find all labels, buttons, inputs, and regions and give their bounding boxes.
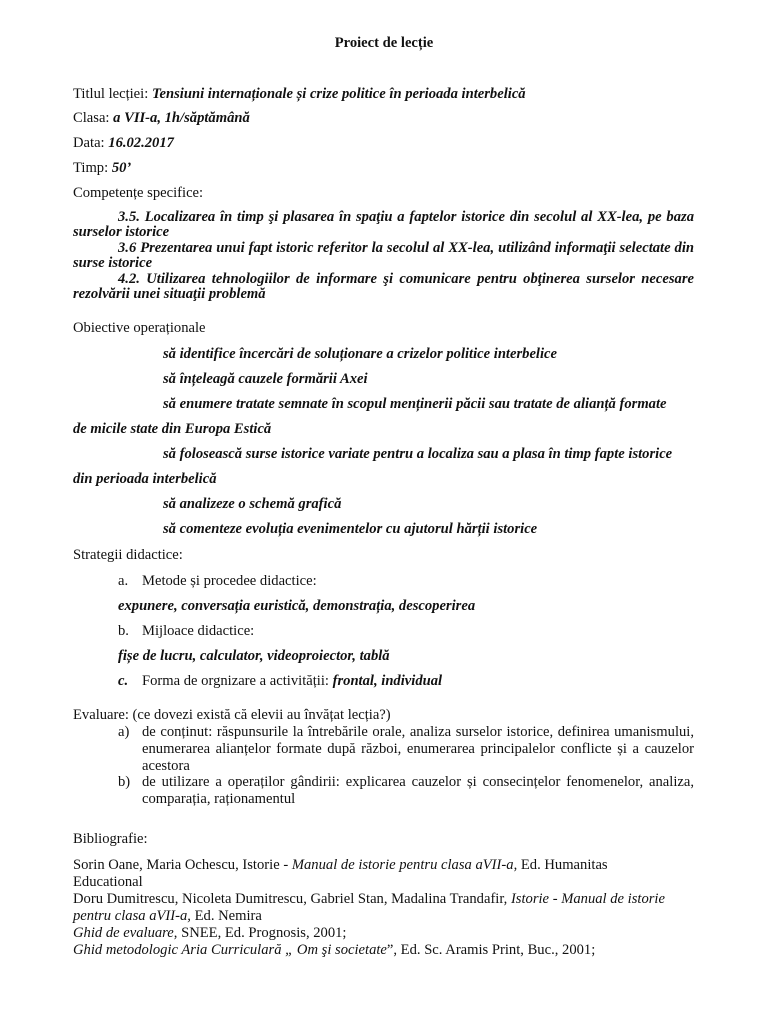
strategies-label: Strategii didactice: bbox=[73, 547, 183, 563]
strategy-a-label: Metode și procedee didactice: bbox=[142, 573, 317, 589]
ref-3-publisher: , SNEE, Ed. Prognosis, 2001; bbox=[173, 925, 347, 941]
objective-item: să identifice încercări de soluționare a crizelor politice interbelice bbox=[163, 346, 557, 362]
strategy-c-line bbox=[142, 673, 442, 690]
strategy-c-label: Forma de orgnizare a activității: bbox=[142, 673, 329, 689]
date-line bbox=[73, 135, 174, 152]
evaluation-item-b bbox=[118, 774, 694, 810]
bibliography-ref-1-continued: Educational bbox=[73, 874, 143, 890]
ref-2-title: Istorie - Manual de istorie bbox=[510, 891, 665, 907]
time-line bbox=[73, 160, 131, 177]
bibliography-ref-2-continued bbox=[73, 908, 262, 925]
ref-1-authors: Sorin Oane, Maria Ochescu, Istorie - bbox=[73, 857, 292, 873]
competency-item: 4.2. Utilizarea tehnologiilor de informare şi comunicare pentru obţinerea surselor necesare rezolvării unei situaţii problemă bbox=[73, 271, 694, 302]
ref-3-title: Ghid de evaluare bbox=[73, 925, 174, 941]
date-value: 16.02.2017 bbox=[108, 135, 174, 151]
bibliography-ref-1 bbox=[73, 857, 608, 874]
strategy-a-marker: a. bbox=[118, 573, 129, 589]
evaluation-item-b-text: de utilizare a operaților gândirii: explicarea cauzelor și consecințelor fenomenelor, analiza, comparația, raționamentul bbox=[142, 774, 694, 807]
bibliography-ref-2 bbox=[73, 891, 665, 908]
ref-1-title: Manual de istorie pentru clasa aVII-a bbox=[291, 857, 514, 873]
competencies-label: Competențe specifice: bbox=[73, 185, 204, 201]
class-label: Clasa: bbox=[73, 110, 110, 126]
lesson-title-label: Titlul lecției: bbox=[73, 86, 149, 102]
strategy-c-marker: c. bbox=[118, 673, 129, 689]
objective-item: să folosească surse istorice variate pentru a localiza sau a plasa în timp fapte istorice bbox=[163, 446, 673, 462]
lesson-title-value: Tensiuni internaționale și crize politice în perioada interbelică bbox=[151, 86, 526, 102]
strategy-b-label: Mijloace didactice: bbox=[142, 623, 255, 639]
objective-item: să analizeze o schemă grafică bbox=[163, 496, 342, 512]
ref-2-publisher: Ed. Nemira bbox=[190, 908, 262, 924]
date-label: Data: bbox=[73, 135, 105, 151]
bibliography-ref-3 bbox=[73, 925, 346, 942]
objective-item-continued: din perioada interbelică bbox=[73, 471, 217, 487]
strategy-c-value: frontal, individual bbox=[332, 673, 443, 689]
evaluation-item-a bbox=[118, 724, 694, 776]
competency-item: 3.5. Localizarea în timp şi plasarea în spaţiu a faptelor istorice din secolul al XX-lea, pe baza surselor istorice bbox=[73, 209, 694, 240]
ref-2-title-continued: pentru clasa aVII-a, bbox=[73, 908, 191, 924]
lesson-title-line bbox=[73, 86, 526, 103]
objective-item: să înțeleagă cauzele formării Axei bbox=[163, 371, 368, 387]
evaluation-item-b-marker: b) bbox=[118, 774, 131, 790]
objective-item: să comenteze evoluția evenimentelor cu ajutorul hărții istorice bbox=[163, 521, 538, 537]
ref-4-title: Ghid metodologic Aria Curriculară „ Om şi societate bbox=[73, 942, 387, 958]
evaluation-item-a-text: de conținut: răspunsurile la întrebările orale, analiza surselor istorice, definirea umanismului, enumerarea alianțelor formate după război, enumerarea principalelor conflicte și a cauzelor acestora bbox=[142, 724, 694, 774]
strategy-b-marker: b. bbox=[118, 623, 129, 639]
document-title: Proiect de lecție bbox=[334, 35, 434, 51]
ref-1-publisher: , Ed. Humanitas bbox=[513, 857, 608, 873]
bibliography-ref-4 bbox=[73, 942, 595, 959]
objective-item-continued: de micile state din Europa Estică bbox=[73, 421, 272, 437]
time-label: Timp: bbox=[73, 160, 109, 176]
time-value: 50’ bbox=[111, 160, 132, 176]
competency-item: 3.6 Prezentarea unui fapt istoric referitor la secolul al XX-lea, utilizând informaţii selectate din surse istorice bbox=[73, 240, 694, 271]
ref-2-authors: Doru Dumitrescu, Nicoleta Dumitrescu, Gabriel Stan, Madalina Trandafir, bbox=[73, 891, 511, 907]
bibliography-label: Bibliografie: bbox=[73, 831, 148, 847]
strategy-a-value: expunere, conversația euristică, demonstrația, descoperirea bbox=[118, 598, 476, 614]
objective-item: să enumere tratate semnate în scopul menținerii păcii sau tratate de alianță formate bbox=[163, 396, 667, 412]
evaluation-label: Evaluare: (ce dovezi există că elevii au învățat lecția?) bbox=[73, 707, 391, 723]
class-line bbox=[73, 110, 250, 127]
strategy-b-value: fișe de lucru, calculator, videoproiector, tablă bbox=[118, 648, 390, 664]
ref-4-publisher: ”, Ed. Sc. Aramis Print, Buc., 2001; bbox=[386, 942, 596, 958]
evaluation-item-a-marker: a) bbox=[118, 724, 130, 740]
objectives-label: Obiective operaționale bbox=[73, 320, 206, 336]
class-value: a VII-a, 1h/săptămână bbox=[113, 110, 250, 126]
